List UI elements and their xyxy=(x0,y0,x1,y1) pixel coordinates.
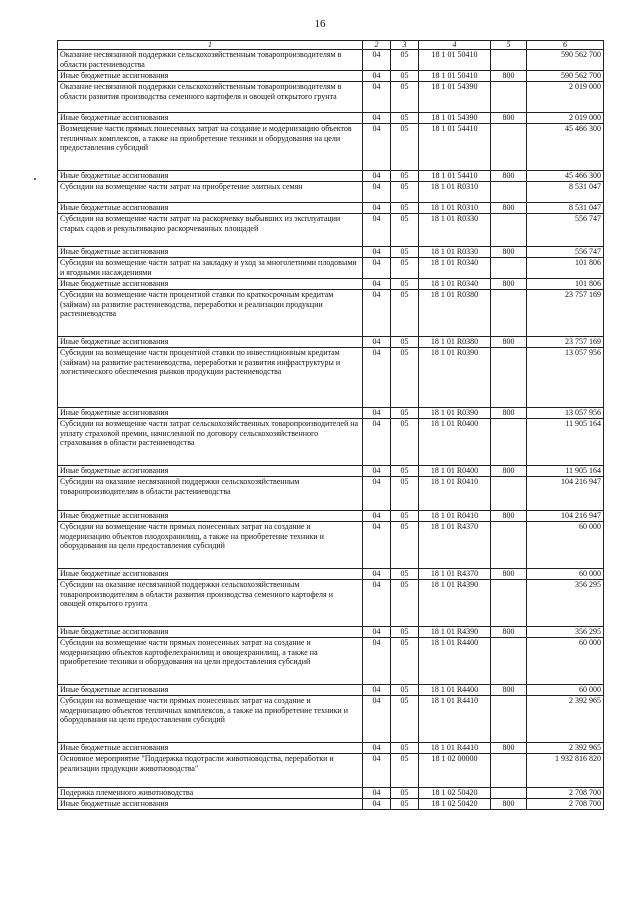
row-subsection-code: 05 xyxy=(391,511,419,522)
row-amount: 356 295 xyxy=(527,580,604,627)
row-name: Иные бюджетные ассигнования xyxy=(58,511,363,522)
row-name: Оказание несвязанной поддержки сельскохозяйственным товаропроизводителям в области растениеводства xyxy=(58,50,363,71)
row-target-article: 18 1 02 50420 xyxy=(419,799,491,810)
row-target-article: 18 1 01 R0390 xyxy=(419,408,491,419)
table-row xyxy=(58,511,604,522)
row-amount: 11 905 164 xyxy=(527,419,604,466)
table-row xyxy=(58,82,604,113)
row-target-article: 18 1 01 R0340 xyxy=(419,258,491,279)
row-target-article: 18 1 01 R0400 xyxy=(419,419,491,466)
row-section-code: 04 xyxy=(363,685,391,696)
row-section-code: 04 xyxy=(363,171,391,182)
table-row xyxy=(58,580,604,627)
row-subsection-code: 05 xyxy=(391,477,419,511)
row-expense-type xyxy=(491,290,527,337)
table-row xyxy=(58,569,604,580)
table-row xyxy=(58,247,604,258)
row-expense-type xyxy=(491,522,527,569)
row-subsection-code: 05 xyxy=(391,685,419,696)
row-subsection-code: 05 xyxy=(391,638,419,685)
row-name: Подержка племенного животноводства xyxy=(58,788,363,799)
row-section-code: 04 xyxy=(363,477,391,511)
row-subsection-code: 05 xyxy=(391,71,419,82)
row-amount: 23 757 169 xyxy=(527,290,604,337)
row-name: Иные бюджетные ассигнования xyxy=(58,743,363,754)
row-amount: 2 019 000 xyxy=(527,113,604,124)
row-amount: 2 708 700 xyxy=(527,788,604,799)
row-expense-type: 800 xyxy=(491,203,527,214)
row-amount: 13 057 956 xyxy=(527,408,604,419)
row-subsection-code: 05 xyxy=(391,408,419,419)
table-row xyxy=(58,171,604,182)
row-expense-type: 800 xyxy=(491,113,527,124)
row-section-code: 04 xyxy=(363,511,391,522)
table-row xyxy=(58,290,604,337)
row-amount: 60 000 xyxy=(527,638,604,685)
row-amount: 356 295 xyxy=(527,627,604,638)
row-name: Иные бюджетные ассигнования xyxy=(58,71,363,82)
row-amount: 556 747 xyxy=(527,247,604,258)
row-section-code: 04 xyxy=(363,113,391,124)
row-amount: 1 932 816 820 xyxy=(527,754,604,788)
table-row xyxy=(58,258,604,279)
row-section-code: 04 xyxy=(363,799,391,810)
row-section-code: 04 xyxy=(363,408,391,419)
row-section-code: 04 xyxy=(363,124,391,171)
row-expense-type: 800 xyxy=(491,511,527,522)
row-amount: 60 000 xyxy=(527,522,604,569)
row-target-article: 18 1 01 R4390 xyxy=(419,627,491,638)
row-subsection-code: 05 xyxy=(391,788,419,799)
row-expense-type: 800 xyxy=(491,466,527,477)
row-name: Иные бюджетные ассигнования xyxy=(58,466,363,477)
row-name: Субсидии на возмещение части прямых понесенных затрат на создание и модернизацию объектов плодохранилищ, а также на приобретение техники и оборудования на цели предоставления субсидий xyxy=(58,522,363,569)
row-name: Субсидии на возмещение части затрат сельскохозяйственных товаропроизводителей на уплату страховой премии, начисленной по договору сельскохозяйственного страхования в области растениеводства xyxy=(58,419,363,466)
budget-table xyxy=(57,40,604,810)
table-row xyxy=(58,124,604,171)
table-row xyxy=(58,799,604,810)
row-subsection-code: 05 xyxy=(391,214,419,247)
row-target-article: 18 1 01 50410 xyxy=(419,50,491,71)
row-subsection-code: 05 xyxy=(391,182,419,203)
row-target-article: 18 1 01 R0390 xyxy=(419,348,491,408)
row-amount: 45 466 300 xyxy=(527,124,604,171)
row-name: Субсидии на возмещение части прямых понесенных затрат на создание и модернизацию объектов тепличных комплексов, а также на приобретение техники и оборудования на цели предоставления субсидий xyxy=(58,696,363,743)
table-row xyxy=(58,685,604,696)
row-subsection-code: 05 xyxy=(391,290,419,337)
row-subsection-code: 05 xyxy=(391,50,419,71)
row-section-code: 04 xyxy=(363,466,391,477)
row-name: Иные бюджетные ассигнования xyxy=(58,171,363,182)
row-expense-type xyxy=(491,754,527,788)
row-name: Иные бюджетные ассигнования xyxy=(58,569,363,580)
row-name: Субсидии на оказание несвязанной поддержки сельскохозяйственным товаропроизводителям в области растениеводства xyxy=(58,477,363,511)
row-subsection-code: 05 xyxy=(391,247,419,258)
row-name: Субсидии на возмещение части процентной ставки по инвестиционным кредитам (займам) на развитие растениеводства, переработки и развития инфраструктуры и логистического обеспечения рынков продукции растениеводства xyxy=(58,348,363,408)
column-header-target-article: 4 xyxy=(419,41,491,50)
table-row xyxy=(58,754,604,788)
row-expense-type: 800 xyxy=(491,408,527,419)
table-row xyxy=(58,638,604,685)
row-amount: 2 392 965 xyxy=(527,743,604,754)
row-amount: 101 806 xyxy=(527,258,604,279)
row-target-article: 18 1 01 R0310 xyxy=(419,203,491,214)
row-target-article: 18 1 01 R4410 xyxy=(419,743,491,754)
row-expense-type: 800 xyxy=(491,799,527,810)
row-amount: 23 757 169 xyxy=(527,337,604,348)
row-amount: 11 905 164 xyxy=(527,466,604,477)
row-subsection-code: 05 xyxy=(391,743,419,754)
row-expense-type xyxy=(491,214,527,247)
table-row xyxy=(58,182,604,203)
row-target-article: 18 1 01 R4410 xyxy=(419,696,491,743)
row-expense-type: 800 xyxy=(491,627,527,638)
row-name: Субсидии на возмещение части затрат на закладку и уход за многолетними плодовыми и ягодными насаждениями xyxy=(58,258,363,279)
row-name: Иные бюджетные ассигнования xyxy=(58,247,363,258)
row-target-article: 18 1 01 R0400 xyxy=(419,466,491,477)
row-target-article: 18 1 02 50420 xyxy=(419,788,491,799)
row-subsection-code: 05 xyxy=(391,337,419,348)
row-target-article: 18 1 01 50410 xyxy=(419,71,491,82)
row-section-code: 04 xyxy=(363,337,391,348)
column-header-subsection: 3 xyxy=(391,41,419,50)
column-header-section: 2 xyxy=(363,41,391,50)
row-expense-type: 800 xyxy=(491,337,527,348)
row-name: Иные бюджетные ассигнования xyxy=(58,627,363,638)
row-expense-type xyxy=(491,580,527,627)
row-section-code: 04 xyxy=(363,247,391,258)
row-amount: 104 216 947 xyxy=(527,511,604,522)
row-target-article: 18 1 01 R4400 xyxy=(419,638,491,685)
row-target-article: 18 1 01 R0310 xyxy=(419,182,491,203)
row-amount: 60 000 xyxy=(527,569,604,580)
row-target-article: 18 1 01 R4370 xyxy=(419,569,491,580)
row-subsection-code: 05 xyxy=(391,419,419,466)
table-row xyxy=(58,788,604,799)
row-expense-type xyxy=(491,696,527,743)
row-amount: 13 057 956 xyxy=(527,348,604,408)
row-expense-type xyxy=(491,788,527,799)
row-section-code: 04 xyxy=(363,696,391,743)
table-row xyxy=(58,408,604,419)
row-subsection-code: 05 xyxy=(391,171,419,182)
row-target-article: 18 1 01 R4400 xyxy=(419,685,491,696)
table-row xyxy=(58,50,604,71)
row-name: Иные бюджетные ассигнования xyxy=(58,203,363,214)
row-subsection-code: 05 xyxy=(391,696,419,743)
row-section-code: 04 xyxy=(363,522,391,569)
row-expense-type xyxy=(491,82,527,113)
row-subsection-code: 05 xyxy=(391,279,419,290)
row-name: Иные бюджетные ассигнования xyxy=(58,113,363,124)
table-row xyxy=(58,477,604,511)
row-amount: 2 708 700 xyxy=(527,799,604,810)
row-amount: 104 216 947 xyxy=(527,477,604,511)
row-name: Субсидии на возмещение части прямых понесенных затрат на создание и модернизацию объектов картофелехранилищ и овощехранилищ, а также на приобретение техники и оборудования на цели предоставления субсидий xyxy=(58,638,363,685)
row-name: Субсидии на возмещение части затрат на приобретение элитных семян xyxy=(58,182,363,203)
table-row xyxy=(58,214,604,247)
row-target-article: 18 1 01 R0330 xyxy=(419,214,491,247)
row-name: Субсидии на оказание несвязанной поддержки сельскохозяйственным товаропроизводителям в области развития производства семенного картофеля и овощей открытого грунта xyxy=(58,580,363,627)
row-section-code: 04 xyxy=(363,279,391,290)
row-amount: 8 531 047 xyxy=(527,182,604,203)
row-target-article: 18 1 01 54410 xyxy=(419,171,491,182)
row-expense-type: 800 xyxy=(491,279,527,290)
row-section-code: 04 xyxy=(363,638,391,685)
row-target-article: 18 1 01 R0380 xyxy=(419,337,491,348)
page-number: 16 xyxy=(314,18,326,30)
row-name: Иные бюджетные ассигнования xyxy=(58,337,363,348)
row-section-code: 04 xyxy=(363,419,391,466)
row-expense-type xyxy=(491,124,527,171)
table-row xyxy=(58,627,604,638)
row-target-article: 18 1 01 54390 xyxy=(419,82,491,113)
row-expense-type: 800 xyxy=(491,743,527,754)
table-header-row xyxy=(58,41,604,50)
table-row xyxy=(58,466,604,477)
table-body xyxy=(58,50,604,810)
row-expense-type xyxy=(491,182,527,203)
row-subsection-code: 05 xyxy=(391,627,419,638)
row-name: Субсидии на возмещение части затрат на раскорчевку выбывших из эксплуатации старых садов и рекультивацию раскорчеванных площадей xyxy=(58,214,363,247)
row-name: Основное мероприятие "Поддержка подотрасли животноводства, переработки и реализации продукции животноводства" xyxy=(58,754,363,788)
row-target-article: 18 1 01 54390 xyxy=(419,113,491,124)
row-subsection-code: 05 xyxy=(391,258,419,279)
row-expense-type xyxy=(491,50,527,71)
row-expense-type xyxy=(491,477,527,511)
row-amount: 60 000 xyxy=(527,685,604,696)
row-section-code: 04 xyxy=(363,348,391,408)
row-subsection-code: 05 xyxy=(391,82,419,113)
column-header-amount: 6 xyxy=(527,41,604,50)
row-name: Субсидии на возмещение части процентной ставки по краткосрочным кредитам (займам) на развитие растениеводства, переработки и реализации продукции растениеводства xyxy=(58,290,363,337)
row-subsection-code: 05 xyxy=(391,113,419,124)
table-row xyxy=(58,419,604,466)
row-subsection-code: 05 xyxy=(391,348,419,408)
row-amount: 45 466 300 xyxy=(527,171,604,182)
row-name: Иные бюджетные ассигнования xyxy=(58,685,363,696)
row-subsection-code: 05 xyxy=(391,569,419,580)
row-amount: 8 531 047 xyxy=(527,203,604,214)
row-section-code: 04 xyxy=(363,743,391,754)
row-target-article: 18 1 01 54410 xyxy=(419,124,491,171)
row-target-article: 18 1 02 00000 xyxy=(419,754,491,788)
row-name: Оказание несвязанной поддержки сельскохозяйственным товаропроизводителям в области развития производства семенного картофеля и овощей открытого грунта xyxy=(58,82,363,113)
row-target-article: 18 1 01 R4370 xyxy=(419,522,491,569)
row-expense-type: 800 xyxy=(491,71,527,82)
row-subsection-code: 05 xyxy=(391,580,419,627)
row-name: Возмещение части прямых понесенных затрат на создание и модернизацию объектов тепличных комплексов, а также на приобретение техники и оборудования на цели предоставления субсидий xyxy=(58,124,363,171)
row-target-article: 18 1 01 R0340 xyxy=(419,279,491,290)
row-expense-type xyxy=(491,258,527,279)
table-row xyxy=(58,696,604,743)
row-amount: 556 747 xyxy=(527,214,604,247)
row-section-code: 04 xyxy=(363,203,391,214)
row-section-code: 04 xyxy=(363,71,391,82)
row-section-code: 04 xyxy=(363,290,391,337)
row-expense-type: 800 xyxy=(491,171,527,182)
table-row xyxy=(58,743,604,754)
row-name: Иные бюджетные ассигнования xyxy=(58,408,363,419)
row-section-code: 04 xyxy=(363,82,391,113)
row-section-code: 04 xyxy=(363,214,391,247)
table-row xyxy=(58,113,604,124)
row-subsection-code: 05 xyxy=(391,124,419,171)
table-row xyxy=(58,279,604,290)
row-expense-type xyxy=(491,638,527,685)
row-section-code: 04 xyxy=(363,788,391,799)
column-header-name: 1 xyxy=(58,41,363,50)
row-subsection-code: 05 xyxy=(391,799,419,810)
scan-speck xyxy=(34,178,36,180)
row-expense-type: 800 xyxy=(491,685,527,696)
row-target-article: 18 1 01 R4390 xyxy=(419,580,491,627)
table-row xyxy=(58,337,604,348)
row-section-code: 04 xyxy=(363,569,391,580)
row-target-article: 18 1 01 R0410 xyxy=(419,477,491,511)
row-target-article: 18 1 01 R0410 xyxy=(419,511,491,522)
row-subsection-code: 05 xyxy=(391,466,419,477)
row-section-code: 04 xyxy=(363,754,391,788)
row-amount: 2 019 000 xyxy=(527,82,604,113)
table-row xyxy=(58,203,604,214)
row-amount: 101 806 xyxy=(527,279,604,290)
table-row xyxy=(58,522,604,569)
row-section-code: 04 xyxy=(363,580,391,627)
row-expense-type: 800 xyxy=(491,569,527,580)
row-amount: 590 562 700 xyxy=(527,71,604,82)
row-amount: 590 562 700 xyxy=(527,50,604,71)
row-target-article: 18 1 01 R0380 xyxy=(419,290,491,337)
row-section-code: 04 xyxy=(363,258,391,279)
table-row xyxy=(58,348,604,408)
row-amount: 2 392 965 xyxy=(527,696,604,743)
row-target-article: 18 1 01 R0330 xyxy=(419,247,491,258)
table-row xyxy=(58,71,604,82)
row-expense-type xyxy=(491,348,527,408)
column-header-expense-type: 5 xyxy=(491,41,527,50)
row-section-code: 04 xyxy=(363,182,391,203)
row-section-code: 04 xyxy=(363,50,391,71)
row-section-code: 04 xyxy=(363,627,391,638)
row-name: Иные бюджетные ассигнования xyxy=(58,279,363,290)
row-expense-type xyxy=(491,419,527,466)
row-subsection-code: 05 xyxy=(391,522,419,569)
row-name: Иные бюджетные ассигнования xyxy=(58,799,363,810)
row-subsection-code: 05 xyxy=(391,754,419,788)
row-expense-type: 800 xyxy=(491,247,527,258)
row-subsection-code: 05 xyxy=(391,203,419,214)
